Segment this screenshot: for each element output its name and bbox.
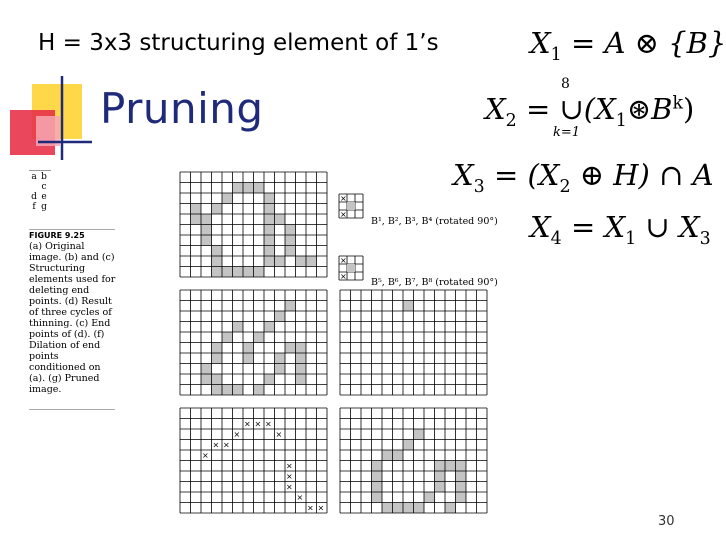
pixel	[212, 256, 223, 267]
equation-x1: $X_1 = A$ ⊗ {B}	[530, 26, 726, 65]
hatch-mark: ×	[296, 493, 304, 502]
equation-x2: $X_2$ = $\cup(X_1⊛B^k)$	[485, 92, 695, 131]
pruning-figure	[175, 172, 498, 524]
panel-d-thinning-result	[180, 290, 327, 395]
se-center	[347, 202, 355, 210]
pixel	[296, 256, 307, 267]
pixel	[296, 364, 307, 375]
pixel	[254, 183, 265, 194]
pixel	[393, 450, 404, 461]
pixel	[414, 503, 425, 514]
pixel	[285, 246, 296, 257]
pixel	[243, 267, 254, 278]
pixel	[243, 343, 254, 354]
pixel	[233, 385, 244, 396]
page-number: 30	[658, 514, 675, 529]
pixel	[275, 311, 286, 322]
pixel	[233, 322, 244, 333]
se-cross: ×	[340, 194, 347, 203]
pixel	[212, 267, 223, 278]
legend-rule	[29, 170, 51, 171]
se-cross: ×	[340, 210, 347, 219]
pixel	[403, 301, 414, 312]
pixel	[445, 461, 456, 472]
pixel	[243, 353, 254, 364]
pixel	[275, 364, 286, 375]
caption-body: (a) Original image. (b) and (c) Structuring elements used for deleting end points. (d) Result of three cycles of thinning. (c) End points of (d). (f) Dilation of end points conditioned on (a). (g) Pruned image.	[29, 241, 116, 395]
pixel	[435, 461, 446, 472]
hatch-mark: ×	[233, 430, 241, 439]
pixel	[285, 343, 296, 354]
pixel	[264, 256, 275, 267]
hatch-mark: ×	[317, 503, 325, 513]
pixel	[424, 492, 435, 503]
pixel	[201, 214, 212, 225]
pixel	[201, 225, 212, 236]
panel-f-dilation	[180, 408, 327, 513]
panel-legend	[29, 172, 51, 212]
pixel	[212, 343, 223, 354]
se-label-b5-b8: B⁵, B⁶, B⁷, B⁸ (rotated 90°)	[371, 277, 498, 288]
hatch-mark: ×	[286, 482, 293, 492]
pixel	[264, 235, 275, 246]
pixel	[285, 235, 296, 246]
hatch-mark: ×	[202, 451, 209, 460]
pixel	[285, 301, 296, 312]
pixel	[264, 322, 275, 333]
hatch-mark: ×	[244, 419, 251, 429]
pixel	[264, 193, 275, 204]
pixel	[254, 332, 265, 343]
pixel	[382, 503, 393, 514]
pixel	[382, 450, 393, 461]
pixel	[403, 440, 414, 451]
pixel	[222, 193, 233, 204]
pixel	[264, 246, 275, 257]
slide-title: Pruning	[100, 84, 264, 133]
pixel	[212, 353, 223, 364]
pixel	[233, 267, 244, 278]
pixel	[275, 214, 286, 225]
panel-c-structuring-element	[339, 256, 363, 281]
pixel	[372, 471, 383, 482]
hatch-mark: ×	[254, 419, 262, 429]
pixel	[233, 183, 244, 194]
pixel	[264, 204, 275, 215]
se-cross: ×	[340, 272, 347, 281]
pixel	[275, 256, 286, 267]
panel-a-original-image	[180, 172, 327, 277]
pixel	[212, 374, 223, 385]
se-label-b1-b4: B¹, B², B³, B⁴ (rotated 90°)	[371, 216, 498, 227]
pixel	[456, 471, 467, 482]
panel-e-end-points	[340, 290, 487, 395]
pixel	[243, 183, 254, 194]
pixel	[191, 214, 202, 225]
legend-letter: g	[41, 202, 47, 212]
pixel	[306, 256, 317, 267]
title-decoration	[0, 60, 100, 170]
hatch-mark: ×	[275, 430, 283, 439]
panel-b-structuring-element	[339, 194, 363, 219]
legend-letter: e	[41, 192, 47, 202]
hatch-mark: ×	[286, 472, 293, 481]
pixel	[212, 246, 223, 257]
structuring-element-note: H = 3x3 structuring element of 1’s	[38, 30, 439, 56]
pixel	[254, 385, 265, 396]
pixel	[372, 461, 383, 472]
pixel	[445, 503, 456, 514]
legend-letter: b	[41, 172, 47, 182]
hatch-mark: ×	[265, 419, 272, 429]
caption-heading: FIGURE 9.25	[29, 231, 85, 240]
pixel	[456, 461, 467, 472]
legend-letter: a	[31, 172, 37, 182]
pixel	[254, 267, 265, 278]
se-cross: ×	[340, 256, 347, 265]
pixel	[403, 503, 414, 514]
pixel	[212, 385, 223, 396]
pixel	[435, 471, 446, 482]
hatch-mark: ×	[223, 440, 230, 450]
legend-letter: f	[32, 202, 36, 212]
hatch-mark: ×	[307, 503, 314, 513]
pixel	[435, 482, 446, 493]
pixel	[456, 482, 467, 493]
figure-caption	[29, 230, 117, 395]
pixel	[222, 385, 233, 396]
pixel	[212, 204, 223, 215]
pixel	[222, 267, 233, 278]
pixel	[456, 492, 467, 503]
hatch-mark: ×	[212, 440, 220, 450]
equation-x3: $X_3 = (X_2$ ⊕ H) ∩ A	[453, 158, 714, 197]
pixel	[372, 492, 383, 503]
pixel	[264, 374, 275, 385]
pixel	[414, 429, 425, 440]
pixel	[372, 482, 383, 493]
hatch-mark: ×	[286, 461, 293, 471]
pixel	[296, 353, 307, 364]
pixel	[201, 235, 212, 246]
pixel	[285, 225, 296, 236]
equation-x2-lower-limit: k=1	[553, 125, 581, 140]
pixel	[191, 204, 202, 215]
pixel	[201, 364, 212, 375]
panel-g-pruned-image	[340, 408, 487, 513]
pixel	[222, 332, 233, 343]
legend-letter: d	[31, 192, 37, 202]
equation-x2-upper-limit: 8	[561, 76, 570, 92]
legend-letter: c	[41, 182, 47, 192]
pixel	[393, 503, 404, 514]
pixel	[264, 214, 275, 225]
pixel	[275, 353, 286, 364]
pixel	[296, 343, 307, 354]
se-center	[347, 264, 355, 272]
equation-x4: $X_4 = X_1$ ∪ $X_3$	[530, 210, 711, 249]
caption-rule-bottom	[29, 409, 115, 410]
pixel	[201, 374, 212, 385]
pixel	[264, 225, 275, 236]
pixel	[296, 374, 307, 385]
